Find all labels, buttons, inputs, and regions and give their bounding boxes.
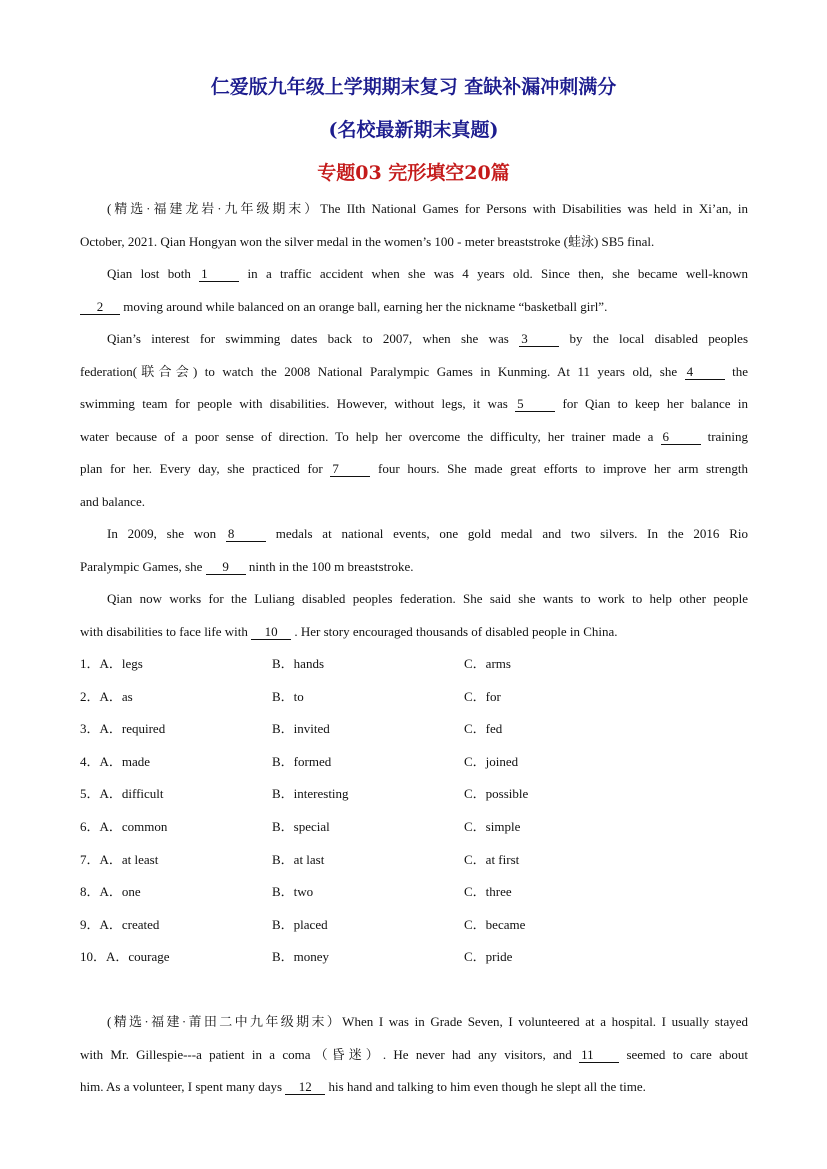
answer-options	[80, 648, 748, 974]
option-b: B．hands	[272, 656, 325, 671]
option-b: B．at last	[272, 851, 325, 867]
text-segment: Qian lost both	[107, 266, 200, 281]
text-segment: medals at national events, one gold medal and two silvers. In the 2016 Rio	[275, 526, 748, 541]
option-b: B．interesting	[272, 786, 349, 802]
text-segment: Qian’s interest for swimming dates back to 2007, when she was	[107, 331, 520, 346]
answer-blank: 2	[80, 300, 120, 315]
text-segment: with disabilities to face life with	[80, 623, 252, 639]
question-options-row	[80, 876, 748, 909]
text-segment: plan for her. Every day, she practiced for	[80, 461, 331, 476]
passage-2	[80, 1006, 748, 1104]
passage-1	[80, 193, 748, 648]
option-a: 4．A．made	[80, 753, 151, 769]
question-options-row	[80, 648, 748, 681]
option-c: C．simple	[464, 818, 521, 834]
answer-blank: 8	[226, 527, 266, 542]
text-line	[80, 616, 748, 649]
text-line	[80, 486, 748, 519]
text-segment: in a traffic accident when she was 4 years old. Since then, she became well-known	[247, 266, 748, 281]
text-segment: seemed to care about	[626, 1046, 748, 1062]
text-segment: by the local disabled peoples	[569, 331, 748, 346]
text-line	[80, 551, 748, 584]
text-segment: his hand and talking to him even though he slept all the time.	[325, 1079, 646, 1094]
question-options-row	[80, 811, 748, 844]
answer-blank: 6	[661, 430, 701, 445]
text-line	[80, 1071, 748, 1104]
option-b: B．invited	[272, 721, 330, 737]
text-line	[80, 388, 748, 421]
question-options-row	[80, 713, 748, 746]
answer-blank: 3	[519, 332, 559, 347]
text-segment: (精选·福建·莆田二中九年级期末）When I was in Grade Seven, I volunteered at a hospital. I usually stayed	[107, 1014, 748, 1029]
option-c: C．arms	[464, 656, 511, 671]
option-c: C．three	[464, 884, 512, 900]
text-line	[80, 1039, 748, 1072]
option-b: B．special	[272, 818, 330, 834]
text-line	[80, 583, 748, 616]
answer-blank: 12	[285, 1080, 325, 1095]
text-line	[80, 258, 748, 291]
question-options-row	[80, 941, 748, 974]
text-segment: the	[732, 363, 748, 379]
option-b: B．money	[272, 949, 330, 965]
answer-blank: 1	[199, 267, 239, 282]
option-c: C．fed	[464, 721, 503, 737]
text-line	[80, 323, 748, 356]
option-a: 6．A．common	[80, 818, 168, 834]
document-title: 仁爱版九年级上学期期末复习 查缺补漏冲刺满分	[210, 76, 617, 98]
text-segment: four hours. She made great efforts to improve her arm strength	[378, 461, 748, 476]
option-a: 2．A．as	[80, 688, 133, 704]
answer-blank: 5	[515, 397, 555, 412]
text-line	[80, 226, 748, 259]
answer-blank: 9	[206, 560, 246, 575]
option-a: 7．A．at least	[80, 851, 159, 867]
text-line	[80, 1006, 748, 1039]
text-line	[80, 193, 748, 226]
answer-blank: 7	[330, 462, 370, 477]
text-segment: water because of a poor sense of direction. To help her overcome the difficulty, her trainer made a	[80, 428, 661, 444]
option-b: B．two	[272, 884, 314, 900]
option-a: 5．A．difficult	[80, 786, 164, 802]
text-line	[80, 518, 748, 551]
text-segment: moving around while balanced on an orange ball, earning her the nickname “basketball girl”.	[120, 298, 608, 314]
option-c: C．for	[464, 688, 501, 704]
question-options-row	[80, 909, 748, 942]
option-a: 9．A．created	[80, 916, 160, 932]
answer-blank: 4	[685, 365, 725, 380]
text-segment: . Her story encouraged thousands of disabled people in China.	[291, 623, 618, 639]
text-segment: him. As a volunteer, I spent many days	[80, 1079, 286, 1094]
option-b: B．to	[272, 688, 304, 704]
option-c: C．became	[464, 916, 526, 932]
text-segment: October, 2021. Qian Hongyan won the silver medal in the women’s 100 - meter breaststroke (蛙泳) SB5 final.	[80, 233, 655, 249]
text-segment: (精选·福建龙岩·九年级期末）The IIth National Games for Persons with Disabilities was held in Xi’an, in	[107, 201, 748, 216]
option-c: C．joined	[464, 753, 519, 769]
option-a: 8．A．one	[80, 884, 141, 900]
document-subtitle: (名校最新期末真题)	[328, 119, 499, 141]
text-segment: with Mr. Gillespie---a patient in a coma（昏迷）. He never had any visitors, and	[80, 1046, 580, 1062]
text-segment: Qian now works for the Luliang disabled peoples federation. She said she wants to work to help other people	[107, 591, 748, 606]
text-line	[80, 453, 748, 486]
text-segment: Paralympic Games, she	[80, 558, 206, 574]
option-c: C．pride	[464, 949, 513, 965]
text-segment: swimming team for people with disabilities. However, without legs, it was	[80, 396, 516, 411]
question-options-row	[80, 844, 748, 877]
answer-blank: 10	[251, 625, 291, 640]
text-line	[80, 421, 748, 454]
question-options-row	[80, 746, 748, 779]
option-c: C．at first	[464, 851, 520, 867]
answer-blank: 11	[579, 1048, 619, 1063]
option-c: C．possible	[464, 786, 529, 802]
text-segment: ninth in the 100 m breaststroke.	[245, 558, 414, 574]
text-segment: for Qian to keep her balance in	[562, 396, 748, 411]
option-a: 10．A．courage	[80, 949, 170, 965]
question-options-row	[80, 778, 748, 811]
question-options-row	[80, 681, 748, 714]
text-segment: training	[707, 428, 748, 444]
text-line	[80, 356, 748, 389]
option-b: B．placed	[272, 916, 328, 932]
text-line	[80, 291, 748, 324]
text-segment: federation(联合会) to watch the 2008 National Paralympic Games in Kunming. At 11 years old, she	[80, 363, 685, 379]
text-segment: In 2009, she won	[107, 526, 226, 541]
option-b: B．formed	[272, 753, 332, 769]
topic-heading: 专题03 完形填空20篇	[317, 162, 510, 184]
option-a: 3．A．required	[80, 721, 166, 737]
option-a: 1．A．legs	[80, 656, 143, 671]
text-segment: and balance.	[80, 493, 145, 509]
